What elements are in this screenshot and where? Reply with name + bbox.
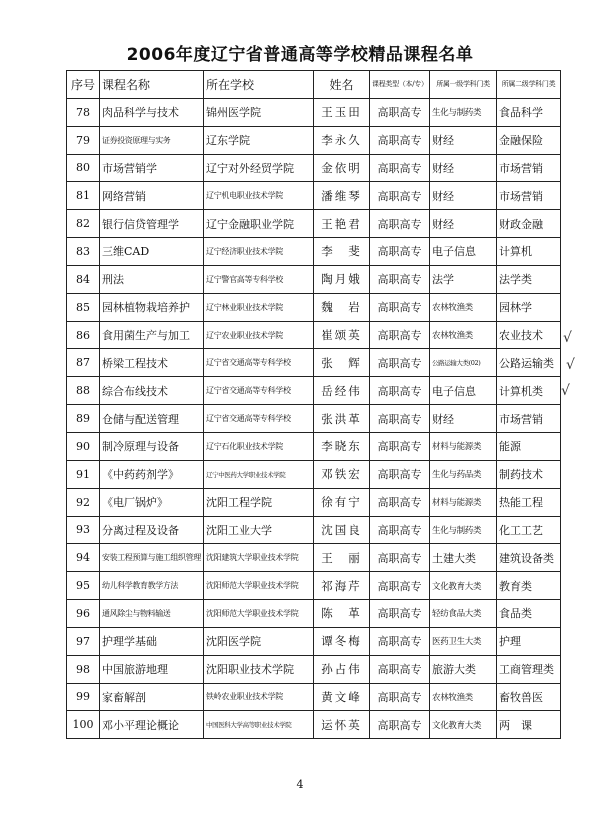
cell-type: 高职高专: [370, 98, 430, 126]
table-row: [67, 126, 561, 154]
cell-no: 85: [67, 293, 100, 321]
table-row: [67, 238, 561, 266]
cell-sub1: 农林牧渔类: [430, 683, 497, 711]
cell-no: 97: [67, 627, 100, 655]
table-row: [67, 98, 561, 126]
cell-course: 网络营销: [100, 182, 204, 210]
cell-sub2: 计算机: [497, 238, 561, 266]
table-row: [67, 321, 561, 349]
cell-school: 沈阳工程学院: [204, 488, 314, 516]
cell-name: 王玉田: [314, 98, 370, 126]
cell-type: 高职高专: [370, 544, 430, 572]
cell-no: 80: [67, 154, 100, 182]
cell-sub1: 轻纺食品大类: [430, 600, 497, 628]
cell-school: 辽宁省交通高等专科学校: [204, 405, 314, 433]
cell-sub2: 护理: [497, 627, 561, 655]
cell-course: 制冷原理与设备: [100, 432, 204, 460]
cell-course: 肉品科学与技术: [100, 98, 204, 126]
cell-sub2: 两 课: [497, 711, 561, 739]
cell-sub1: 财经: [430, 154, 497, 182]
cell-course: 食用菌生产与加工: [100, 321, 204, 349]
cell-sub1: 财经: [430, 405, 497, 433]
cell-course: 分离过程及设备: [100, 516, 204, 544]
cell-sub1: 农林牧渔类: [430, 293, 497, 321]
cell-sub2: 热能工程: [497, 488, 561, 516]
cell-school: 铁岭农业职业技术学院: [204, 683, 314, 711]
cell-type: 高职高专: [370, 683, 430, 711]
cell-no: 81: [67, 182, 100, 210]
cell-name: 崔颂英: [314, 321, 370, 349]
table-row: [67, 655, 561, 683]
cell-type: 高职高专: [370, 349, 430, 377]
cell-school: 辽宁机电职业技术学院: [204, 182, 314, 210]
header-sub1: 所属一级学科门类: [430, 71, 497, 99]
cell-name: 谭冬梅: [314, 627, 370, 655]
cell-sub2: 农业技术: [497, 321, 561, 349]
cell-name: 王艳君: [314, 210, 370, 238]
cell-sub1: 财经: [430, 210, 497, 238]
cell-sub2: 金融保险: [497, 126, 561, 154]
cell-no: 88: [67, 377, 100, 405]
cell-course: 仓储与配送管理: [100, 405, 204, 433]
table-row: [67, 516, 561, 544]
cell-course: 市场营销学: [100, 154, 204, 182]
cell-course: 三维CAD: [100, 238, 204, 266]
header-school: 所在学校: [204, 71, 314, 99]
cell-school: 沈阳工业大学: [204, 516, 314, 544]
cell-name: 运怀英: [314, 711, 370, 739]
cell-sub1: 电子信息: [430, 377, 497, 405]
table-row: [67, 544, 561, 572]
cell-sub2: 市场营销: [497, 182, 561, 210]
table-row: [67, 460, 561, 488]
cell-no: 91: [67, 460, 100, 488]
cell-no: 93: [67, 516, 100, 544]
table-row: [67, 572, 561, 600]
cell-name: 祁海芹: [314, 572, 370, 600]
cell-type: 高职高专: [370, 238, 430, 266]
cell-school: 辽宁对外经贸学院: [204, 154, 314, 182]
cell-course: 邓小平理论概论: [100, 711, 204, 739]
header-type: 课程类型（本/专）: [370, 71, 430, 99]
cell-type: 高职高专: [370, 293, 430, 321]
cell-type: 高职高专: [370, 432, 430, 460]
cell-course: 《电厂锅炉》: [100, 488, 204, 516]
cell-sub2: 计算机类: [497, 377, 561, 405]
cell-type: 高职高专: [370, 488, 430, 516]
cell-name: 陶月娥: [314, 265, 370, 293]
check-mark: √: [563, 330, 572, 346]
check-mark: √: [561, 383, 570, 399]
table-row: [67, 683, 561, 711]
cell-no: 98: [67, 655, 100, 683]
cell-no: 95: [67, 572, 100, 600]
cell-course: 幼儿科学教育教学方法: [100, 572, 204, 600]
cell-sub2: 食品科学: [497, 98, 561, 126]
cell-type: 高职高专: [370, 460, 430, 488]
cell-no: 100: [67, 711, 100, 739]
cell-sub2: 化工工艺: [497, 516, 561, 544]
table-row: [67, 265, 561, 293]
cell-type: 高职高专: [370, 126, 430, 154]
cell-school: 沈阳建筑大学职业技术学院: [204, 544, 314, 572]
cell-name: 魏 岩: [314, 293, 370, 321]
cell-school: 沈阳医学院: [204, 627, 314, 655]
cell-type: 高职高专: [370, 265, 430, 293]
cell-school: 辽宁农业职业技术学院: [204, 321, 314, 349]
cell-name: 黄文峰: [314, 683, 370, 711]
cell-sub2: 工商管理类: [497, 655, 561, 683]
cell-sub1: 财经: [430, 182, 497, 210]
cell-sub1: 法学: [430, 265, 497, 293]
cell-type: 高职高专: [370, 377, 430, 405]
cell-name: 邓铁宏: [314, 460, 370, 488]
cell-sub2: 能源: [497, 432, 561, 460]
cell-sub2: 法学类: [497, 265, 561, 293]
header-no: 序号: [67, 71, 100, 99]
cell-sub1: 文化教育大类: [430, 711, 497, 739]
cell-no: 84: [67, 265, 100, 293]
cell-sub1: 生化与制药类: [430, 98, 497, 126]
table-row: [67, 600, 561, 628]
page-number: 4: [296, 778, 304, 791]
cell-school: 沈阳师范大学职业技术学院: [204, 572, 314, 600]
cell-school: 辽宁经济职业技术学院: [204, 238, 314, 266]
cell-course: 《中药药剂学》: [100, 460, 204, 488]
cell-school: 辽宁省交通高等专科学校: [204, 349, 314, 377]
cell-name: 潘维琴: [314, 182, 370, 210]
cell-type: 高职高专: [370, 516, 430, 544]
cell-no: 78: [67, 98, 100, 126]
cell-no: 96: [67, 600, 100, 628]
cell-name: 陈 革: [314, 600, 370, 628]
table-row: [67, 293, 561, 321]
cell-name: 张 辉: [314, 349, 370, 377]
cell-sub2: 公路运输类: [497, 349, 561, 377]
header-course: 课程名称: [100, 71, 204, 99]
header-sub2: 所属二级学科门类: [497, 71, 561, 99]
cell-type: 高职高专: [370, 627, 430, 655]
cell-school: 沈阳师范大学职业技术学院: [204, 600, 314, 628]
cell-course: 证券投资原理与实务: [100, 126, 204, 154]
cell-school: 辽东学院: [204, 126, 314, 154]
cell-sub1: 旅游大类: [430, 655, 497, 683]
cell-name: 金依明: [314, 154, 370, 182]
cell-sub2: 市场营销: [497, 154, 561, 182]
cell-type: 高职高专: [370, 182, 430, 210]
cell-course: 桥梁工程技术: [100, 349, 204, 377]
cell-sub1: 生化与药品类: [430, 460, 497, 488]
cell-course: 通风除尘与物料输送: [100, 600, 204, 628]
cell-name: 岳经伟: [314, 377, 370, 405]
table-row: [67, 154, 561, 182]
cell-sub2: 市场营销: [497, 405, 561, 433]
cell-course: 刑法: [100, 265, 204, 293]
cell-no: 79: [67, 126, 100, 154]
cell-sub2: 建筑设备类: [497, 544, 561, 572]
cell-school: 辽宁石化职业技术学院: [204, 432, 314, 460]
cell-no: 86: [67, 321, 100, 349]
table-row: [67, 349, 561, 377]
cell-sub1: 医药卫生大类: [430, 627, 497, 655]
cell-name: 李晓东: [314, 432, 370, 460]
cell-name: 张洪革: [314, 405, 370, 433]
table-row: [67, 488, 561, 516]
cell-sub1: 生化与制药类: [430, 516, 497, 544]
cell-no: 99: [67, 683, 100, 711]
cell-sub1: 土建大类: [430, 544, 497, 572]
cell-no: 89: [67, 405, 100, 433]
cell-course: 园林植物栽培养护: [100, 293, 204, 321]
header-name: 姓名: [314, 71, 370, 99]
cell-sub1: 公路运输大类(02): [430, 349, 497, 377]
cell-type: 高职高专: [370, 321, 430, 349]
cell-name: 李永久: [314, 126, 370, 154]
cell-sub1: 电子信息: [430, 238, 497, 266]
cell-no: 90: [67, 432, 100, 460]
cell-school: 辽宁林业职业技术学院: [204, 293, 314, 321]
cell-type: 高职高专: [370, 711, 430, 739]
cell-school: 辽宁金融职业学院: [204, 210, 314, 238]
table-row: [67, 405, 561, 433]
cell-sub2: 财政金融: [497, 210, 561, 238]
check-mark: √: [566, 357, 575, 373]
table-header-row: [67, 71, 561, 99]
table-row: [67, 210, 561, 238]
cell-course: 综合布线技术: [100, 377, 204, 405]
cell-no: 92: [67, 488, 100, 516]
cell-school: 辽宁中医药大学职业技术学院: [204, 460, 314, 488]
cell-sub2: 教育类: [497, 572, 561, 600]
cell-sub1: 农林牧渔类: [430, 321, 497, 349]
cell-sub2: 食品类: [497, 600, 561, 628]
table-row: [67, 627, 561, 655]
table-row: [67, 432, 561, 460]
cell-school: 锦州医学院: [204, 98, 314, 126]
table-row: [67, 182, 561, 210]
course-table: [66, 70, 561, 739]
cell-no: 83: [67, 238, 100, 266]
cell-course: 银行信贷管理学: [100, 210, 204, 238]
cell-type: 高职高专: [370, 405, 430, 433]
cell-sub2: 制药技术: [497, 460, 561, 488]
page-title: 2006年度辽宁省普通高等学校精品课程名单: [126, 45, 474, 65]
cell-name: 沈国良: [314, 516, 370, 544]
cell-no: 82: [67, 210, 100, 238]
cell-course: 安装工程预算与施工组织管理: [100, 544, 204, 572]
cell-type: 高职高专: [370, 210, 430, 238]
cell-sub1: 文化教育大类: [430, 572, 497, 600]
cell-school: 中国医科大学高等职业技术学院: [204, 711, 314, 739]
cell-school: 辽宁省交通高等专科学校: [204, 377, 314, 405]
cell-course: 护理学基础: [100, 627, 204, 655]
cell-name: 李 斐: [314, 238, 370, 266]
cell-type: 高职高专: [370, 655, 430, 683]
cell-name: 王 丽: [314, 544, 370, 572]
cell-sub1: 材料与能源类: [430, 432, 497, 460]
cell-name: 徐有宁: [314, 488, 370, 516]
cell-sub2: 园林学: [497, 293, 561, 321]
cell-school: 沈阳职业技术学院: [204, 655, 314, 683]
cell-name: 孙占伟: [314, 655, 370, 683]
table-row: [67, 377, 561, 405]
cell-course: 家畜解剖: [100, 683, 204, 711]
cell-type: 高职高专: [370, 600, 430, 628]
cell-sub1: 财经: [430, 126, 497, 154]
cell-type: 高职高专: [370, 572, 430, 600]
cell-sub1: 材料与能源类: [430, 488, 497, 516]
cell-no: 94: [67, 544, 100, 572]
cell-sub2: 畜牧兽医: [497, 683, 561, 711]
cell-type: 高职高专: [370, 154, 430, 182]
table-row: [67, 711, 561, 739]
cell-course: 中国旅游地理: [100, 655, 204, 683]
cell-school: 辽宁警官高等专科学校: [204, 265, 314, 293]
cell-no: 87: [67, 349, 100, 377]
